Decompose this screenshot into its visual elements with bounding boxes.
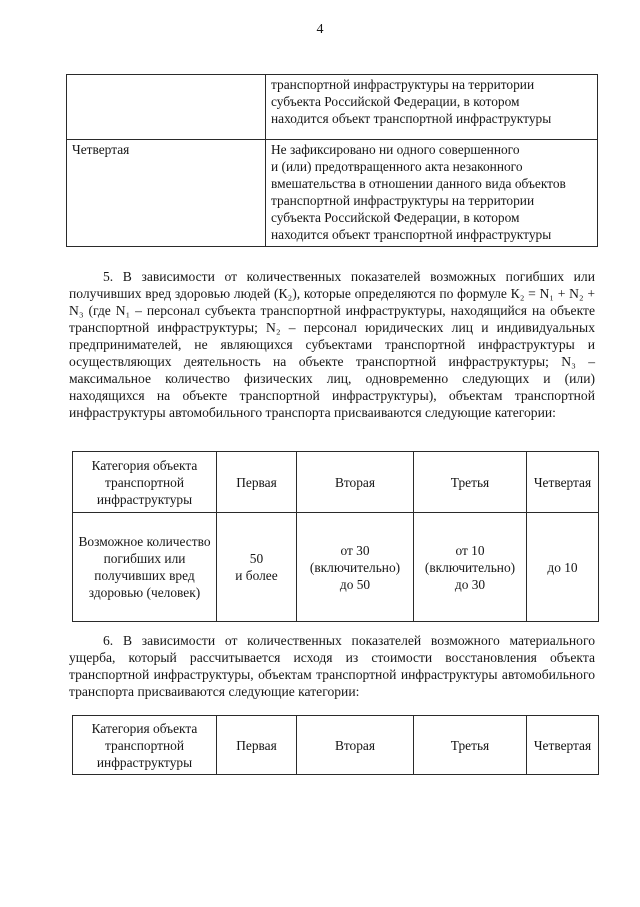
value-second: [297, 513, 414, 622]
value-line: до 30: [454, 576, 486, 592]
criteria-line: вмешательства в отношении данного вида объектов: [271, 176, 566, 191]
category-table-continuation: [66, 74, 598, 247]
value-line: и более: [235, 568, 278, 583]
casualties-category-table: [72, 451, 599, 622]
table-row: [73, 513, 599, 622]
header-first: Первая: [217, 452, 297, 513]
header-fourth: Четвертая: [527, 716, 599, 775]
criteria-cell: [266, 140, 598, 247]
value-line: до 50: [339, 576, 371, 592]
criteria-line: Не зафиксировано ни одного совершенного: [271, 142, 520, 157]
table-row: [67, 75, 598, 140]
header-category-label: Категория объекта транспортной инфраструктуры: [73, 452, 217, 513]
criteria-line: находится объект транспортной инфраструктуры: [271, 227, 552, 242]
header-second: Вторая: [297, 716, 414, 775]
table-header-row: [73, 452, 599, 513]
category-cell: Четвертая: [67, 140, 266, 247]
value-line: 50: [249, 551, 264, 566]
page-number: 4: [316, 22, 324, 37]
value-fourth: до 10: [527, 513, 599, 622]
table-row: [67, 140, 598, 247]
header-category-label: Категория объекта транспортной инфраструктуры: [73, 716, 217, 775]
header-second: Вторая: [297, 452, 414, 513]
value-line: от 30: [340, 542, 370, 558]
criteria-line: транспортной инфраструктуры на территории: [271, 193, 535, 208]
criteria-line: и (или) предотвращенного акта незаконного: [271, 159, 523, 174]
value-line: от 10: [455, 542, 485, 558]
category-cell: [67, 75, 266, 140]
criteria-line: субъекта Российской Федерации, в котором: [271, 210, 520, 225]
paragraph-5: [69, 268, 595, 421]
header-third: Третья: [414, 452, 527, 513]
value-first: [217, 513, 297, 622]
header-fourth: Четвертая: [527, 452, 599, 513]
value-line: (включительно): [424, 559, 516, 575]
header-first: Первая: [217, 716, 297, 775]
criteria-line: находится объект транспортной инфраструктуры: [271, 111, 552, 126]
criteria-cell: [266, 75, 598, 140]
value-line: (включительно): [309, 559, 401, 575]
paragraph-6-text: 6. В зависимости от количественных показателей возможного материального ущерба, который рассчитывается исходя из стоимости восстановления объекта транспортной инфраструктуры, объектам транспортной инфраструктуры автомобильного транспорта присваиваются следующие категории:: [69, 633, 595, 699]
header-third: Третья: [414, 716, 527, 775]
paragraph-6: [69, 632, 595, 700]
criteria-line: субъекта Российской Федерации, в котором: [271, 94, 520, 109]
criteria-line: транспортной инфраструктуры на территории: [271, 77, 535, 92]
table-header-row: [73, 716, 599, 775]
row-label: Возможное количество погибших или получивших вред здоровью (человек): [73, 513, 217, 622]
damage-category-table: [72, 715, 599, 775]
value-third: [414, 513, 527, 622]
paragraph-5-text: 5. В зависимости от количественных показателей возможных погибших или получивших вред здоровью людей (К₂), которые определяются по формуле К₂ = N₁ + N₂ + N₃ (где N₁ – персонал субъекта транспортной инфраструктуры, находящийся на объекте транспортной инфраструктуры; N₂ – персонал юридических лиц и индивидуальных предпринимателей, не являющихся субъектами транспортной инфраструктуры и осуществляющих деятельность на объекте транспортной инфраструктуры; N₃ – максимальное количество физических лиц, одновременно следующих и (или) находящихся на объекте транспортной инфраструктуры), объектам транспортной инфраструктуры автомобильного транспорта присваиваются следующие категории:: [69, 269, 595, 420]
